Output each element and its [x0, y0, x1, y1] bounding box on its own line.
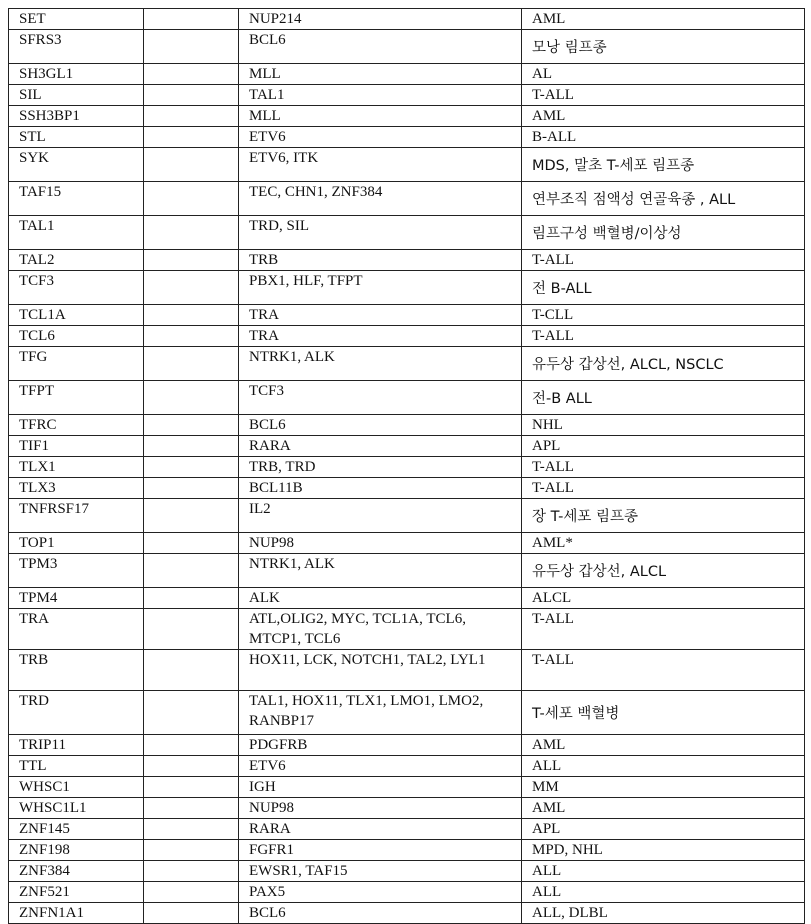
partner-cell: ATL,OLIG2, MYC, TCL1A, TCL6, MTCP1, TCL6 — [239, 609, 522, 650]
gene-cell: SYK — [9, 148, 144, 182]
disease-cell: 전-B ALL — [522, 381, 805, 415]
disease-cell: T-ALL — [522, 326, 805, 347]
empty-cell — [144, 85, 239, 106]
table-row — [9, 347, 805, 381]
partner-cell: TCF3 — [239, 381, 522, 415]
gene-cell: TIF1 — [9, 436, 144, 457]
partner-cell: ETV6 — [239, 127, 522, 148]
table-row — [9, 250, 805, 271]
table-row — [9, 777, 805, 798]
disease-cell: ALL — [522, 756, 805, 777]
empty-cell — [144, 554, 239, 588]
disease-cell: T-ALL — [522, 478, 805, 499]
disease-cell: 전 B-ALL — [522, 271, 805, 305]
table-row — [9, 882, 805, 903]
empty-cell — [144, 903, 239, 924]
partner-cell: PAX5 — [239, 882, 522, 903]
gene-cell: TCL1A — [9, 305, 144, 326]
partner-cell: ALK — [239, 588, 522, 609]
partner-cell: BCL11B — [239, 478, 522, 499]
disease-cell: MDS, 말초 T-세포 림프종 — [522, 148, 805, 182]
disease-cell: AML — [522, 9, 805, 30]
disease-cell: AML* — [522, 533, 805, 554]
disease-cell: 연부조직 점액성 연골육종 , ALL — [522, 182, 805, 216]
table-row — [9, 840, 805, 861]
gene-cell: TFRC — [9, 415, 144, 436]
gene-cell: TAL2 — [9, 250, 144, 271]
disease-cell: ALCL — [522, 588, 805, 609]
empty-cell — [144, 436, 239, 457]
disease-cell: T-ALL — [522, 85, 805, 106]
disease-cell: APL — [522, 819, 805, 840]
empty-cell — [144, 182, 239, 216]
table-row — [9, 415, 805, 436]
table-row — [9, 216, 805, 250]
partner-cell: EWSR1, TAF15 — [239, 861, 522, 882]
disease-cell: 장 T-세포 림프종 — [522, 499, 805, 533]
disease-cell: 림프구성 백혈병/이상성 — [522, 216, 805, 250]
empty-cell — [144, 588, 239, 609]
empty-cell — [144, 533, 239, 554]
gene-cell: WHSC1L1 — [9, 798, 144, 819]
partner-cell: TRA — [239, 305, 522, 326]
partner-cell: NUP98 — [239, 533, 522, 554]
partner-cell: TRB, TRD — [239, 457, 522, 478]
empty-cell — [144, 735, 239, 756]
disease-cell: MPD, NHL — [522, 840, 805, 861]
gene-cell: STL — [9, 127, 144, 148]
disease-cell: 유두상 갑상선, ALCL, NSCLC — [522, 347, 805, 381]
empty-cell — [144, 777, 239, 798]
table-row — [9, 148, 805, 182]
table-row — [9, 735, 805, 756]
empty-cell — [144, 216, 239, 250]
disease-cell: T-ALL — [522, 650, 805, 691]
gene-cell: TRB — [9, 650, 144, 691]
table-row — [9, 554, 805, 588]
disease-cell: AML — [522, 798, 805, 819]
empty-cell — [144, 326, 239, 347]
disease-cell: APL — [522, 436, 805, 457]
gene-cell: SSH3BP1 — [9, 106, 144, 127]
table-row — [9, 305, 805, 326]
gene-cell: TFG — [9, 347, 144, 381]
partner-cell: TRD, SIL — [239, 216, 522, 250]
partner-cell: RARA — [239, 819, 522, 840]
gene-cell: TAF15 — [9, 182, 144, 216]
empty-cell — [144, 861, 239, 882]
disease-cell: ALL — [522, 882, 805, 903]
partner-cell: PBX1, HLF, TFPT — [239, 271, 522, 305]
table-row — [9, 609, 805, 650]
gene-cell: ZNF145 — [9, 819, 144, 840]
gene-cell: ZNFN1A1 — [9, 903, 144, 924]
table-row — [9, 30, 805, 64]
partner-cell: ETV6 — [239, 756, 522, 777]
table-row — [9, 85, 805, 106]
gene-cell: ZNF198 — [9, 840, 144, 861]
table-row — [9, 326, 805, 347]
disease-cell: T-CLL — [522, 305, 805, 326]
gene-cell: SFRS3 — [9, 30, 144, 64]
partner-cell: RARA — [239, 436, 522, 457]
table-row — [9, 106, 805, 127]
gene-cell: ZNF384 — [9, 861, 144, 882]
partner-cell: MLL — [239, 106, 522, 127]
gene-cell: TRA — [9, 609, 144, 650]
table-row — [9, 819, 805, 840]
empty-cell — [144, 819, 239, 840]
gene-cell: TPM4 — [9, 588, 144, 609]
empty-cell — [144, 64, 239, 85]
partner-cell: PDGFRB — [239, 735, 522, 756]
empty-cell — [144, 9, 239, 30]
gene-cell: WHSC1 — [9, 777, 144, 798]
table-row — [9, 499, 805, 533]
empty-cell — [144, 271, 239, 305]
gene-cell: TLX1 — [9, 457, 144, 478]
empty-cell — [144, 798, 239, 819]
partner-cell: TAL1, HOX11, TLX1, LMO1, LMO2, RANBP17 — [239, 691, 522, 735]
table-row — [9, 756, 805, 777]
disease-cell: 모낭 림프종 — [522, 30, 805, 64]
disease-cell: NHL — [522, 415, 805, 436]
disease-cell: T-ALL — [522, 250, 805, 271]
empty-cell — [144, 381, 239, 415]
gene-cell: TCF3 — [9, 271, 144, 305]
partner-cell: IGH — [239, 777, 522, 798]
gene-cell: SET — [9, 9, 144, 30]
gene-cell: TRIP11 — [9, 735, 144, 756]
empty-cell — [144, 250, 239, 271]
gene-cell: TLX3 — [9, 478, 144, 499]
disease-cell: B-ALL — [522, 127, 805, 148]
gene-cell: TPM3 — [9, 554, 144, 588]
partner-cell: IL2 — [239, 499, 522, 533]
gene-cell: SIL — [9, 85, 144, 106]
disease-cell: T-세포 백혈병 — [522, 691, 805, 735]
table-row — [9, 436, 805, 457]
partner-cell: NTRK1, ALK — [239, 554, 522, 588]
partner-cell: BCL6 — [239, 415, 522, 436]
table-row — [9, 798, 805, 819]
empty-cell — [144, 127, 239, 148]
partner-cell: HOX11, LCK, NOTCH1, TAL2, LYL1 — [239, 650, 522, 691]
partner-cell: MLL — [239, 64, 522, 85]
disease-cell: MM — [522, 777, 805, 798]
table-row — [9, 182, 805, 216]
gene-cell: TFPT — [9, 381, 144, 415]
gene-cell: TNFRSF17 — [9, 499, 144, 533]
empty-cell — [144, 30, 239, 64]
table-body — [9, 9, 805, 924]
gene-cell: TAL1 — [9, 216, 144, 250]
partner-cell: FGFR1 — [239, 840, 522, 861]
empty-cell — [144, 148, 239, 182]
empty-cell — [144, 415, 239, 436]
disease-cell: ALL, DLBL — [522, 903, 805, 924]
table-row — [9, 9, 805, 30]
partner-cell: NTRK1, ALK — [239, 347, 522, 381]
partner-cell: BCL6 — [239, 903, 522, 924]
table-row — [9, 271, 805, 305]
table-row — [9, 457, 805, 478]
empty-cell — [144, 106, 239, 127]
partner-cell: ETV6, ITK — [239, 148, 522, 182]
table-row — [9, 478, 805, 499]
table-row — [9, 650, 805, 691]
empty-cell — [144, 478, 239, 499]
gene-cell: TRD — [9, 691, 144, 735]
empty-cell — [144, 882, 239, 903]
partner-cell: TEC, CHN1, ZNF384 — [239, 182, 522, 216]
table-row — [9, 381, 805, 415]
disease-cell: AML — [522, 106, 805, 127]
gene-cell: ZNF521 — [9, 882, 144, 903]
empty-cell — [144, 499, 239, 533]
table-row — [9, 691, 805, 735]
empty-cell — [144, 347, 239, 381]
table-row — [9, 903, 805, 924]
disease-cell: T-ALL — [522, 457, 805, 478]
disease-cell: AL — [522, 64, 805, 85]
empty-cell — [144, 650, 239, 691]
partner-cell: TRB — [239, 250, 522, 271]
gene-cell: TTL — [9, 756, 144, 777]
table-row — [9, 861, 805, 882]
empty-cell — [144, 457, 239, 478]
empty-cell — [144, 305, 239, 326]
partner-cell: BCL6 — [239, 30, 522, 64]
partner-cell: NUP98 — [239, 798, 522, 819]
gene-cell: TCL6 — [9, 326, 144, 347]
partner-cell: TAL1 — [239, 85, 522, 106]
table-row — [9, 127, 805, 148]
table-row — [9, 64, 805, 85]
disease-cell: AML — [522, 735, 805, 756]
gene-fusion-table — [8, 8, 805, 924]
table-row — [9, 533, 805, 554]
disease-cell: T-ALL — [522, 609, 805, 650]
empty-cell — [144, 756, 239, 777]
gene-cell: SH3GL1 — [9, 64, 144, 85]
gene-cell: TOP1 — [9, 533, 144, 554]
empty-cell — [144, 609, 239, 650]
partner-cell: NUP214 — [239, 9, 522, 30]
table-row — [9, 588, 805, 609]
empty-cell — [144, 691, 239, 735]
disease-cell: ALL — [522, 861, 805, 882]
disease-cell: 유두상 갑상선, ALCL — [522, 554, 805, 588]
partner-cell: TRA — [239, 326, 522, 347]
empty-cell — [144, 840, 239, 861]
